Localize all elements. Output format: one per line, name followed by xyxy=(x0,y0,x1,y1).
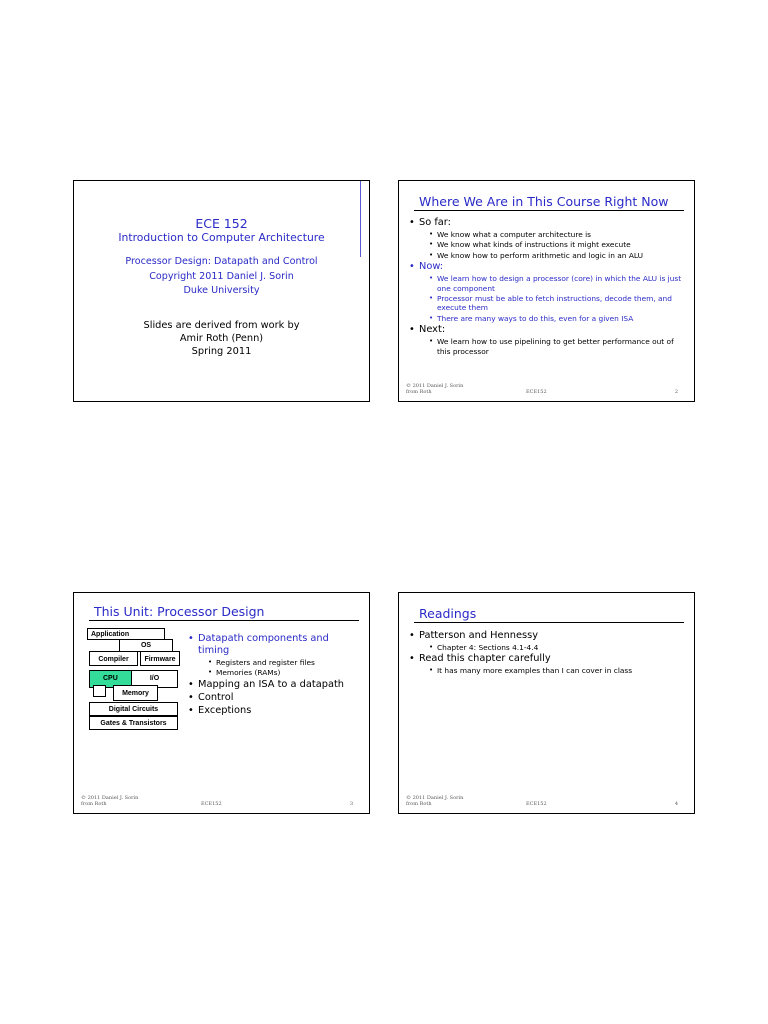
layer-digital-circuits xyxy=(89,702,178,716)
topic: Processor Design: Datapath and Control xyxy=(125,256,318,267)
bullet xyxy=(409,653,684,675)
abstraction-layers-diagram xyxy=(87,628,179,732)
bullet xyxy=(409,324,684,356)
sub-bullet: • We know what a computer architecture is xyxy=(429,230,684,239)
course-number: ECE 152 xyxy=(195,216,248,231)
bullet-text: Next: xyxy=(419,324,446,336)
layer-label: CPU xyxy=(103,675,118,682)
slide-4 xyxy=(398,592,695,814)
slide-3 xyxy=(73,592,370,814)
sub-bullet: • We learn how to design a processor (core) in which the ALU is just one component xyxy=(429,274,684,293)
slide-title: This Unit: Processor Design xyxy=(94,604,265,619)
bullet-text: Patterson and Hennessy xyxy=(419,630,539,641)
slide-2 xyxy=(398,180,695,402)
layer-label: Memory xyxy=(122,690,149,697)
page-number: 3 xyxy=(349,801,353,807)
layer-gates-transistors xyxy=(89,716,178,730)
layer-label: Compiler xyxy=(98,656,129,663)
sub-bullet: • We learn how to use pipelining to get better performance out of this processor xyxy=(429,337,684,356)
footer-copyright: © 2011 Daniel J. Sorin from Roth xyxy=(406,795,464,807)
slide-footer xyxy=(406,795,678,809)
footer-course: ECE152 xyxy=(526,389,547,395)
sub-bullet: • We know what kinds of instructions it might execute xyxy=(429,240,684,249)
course-title: Introduction to Computer Architecture xyxy=(118,231,325,244)
layer-label: Gates & Transistors xyxy=(100,720,167,727)
title-rule xyxy=(414,210,684,211)
footer-course: ECE152 xyxy=(526,801,547,807)
page-number: 4 xyxy=(674,801,678,807)
layer-label: OS xyxy=(140,642,152,649)
bullet: • Control xyxy=(188,692,361,704)
sub-bullet: • It has many more examples than I can cover in class xyxy=(429,666,684,675)
slide-1-title xyxy=(73,180,370,402)
credit-line: Spring 2011 xyxy=(191,346,252,357)
sub-bullet: • Registers and register files xyxy=(208,658,361,667)
layer-firmware xyxy=(140,651,180,666)
sub-bullet: • Processor must be able to fetch instructions, decode them, and execute them xyxy=(429,294,684,313)
footer-course: ECE152 xyxy=(201,801,222,807)
layer-label: I/O xyxy=(149,675,160,682)
bullet xyxy=(409,217,684,260)
slide-body xyxy=(409,217,684,357)
bullet xyxy=(409,261,684,323)
credit-line: Slides are derived from work by xyxy=(143,320,300,331)
bullet-text: Read this chapter carefully xyxy=(419,653,551,665)
footer-copyright: © 2011 Daniel J. Sorin from Roth xyxy=(406,383,464,395)
bullet xyxy=(409,630,684,652)
bullet: • Mapping an ISA to a datapath xyxy=(188,679,361,691)
title-rule xyxy=(89,620,359,621)
credits-block xyxy=(74,319,369,358)
slide-footer xyxy=(406,383,678,397)
copyright: Copyright 2011 Daniel J. Sorin xyxy=(149,270,294,282)
slide-body xyxy=(188,633,361,718)
layer-compiler xyxy=(89,651,138,666)
footer-copyright: © 2011 Daniel J. Sorin from Roth xyxy=(81,795,139,807)
slide-title: Where We Are in This Course Right Now xyxy=(419,194,669,209)
layer-label: Firmware xyxy=(144,656,176,663)
bullet-text: So far: xyxy=(419,217,451,228)
bullet: • Exceptions xyxy=(188,705,361,717)
sub-bullet: • There are many ways to do this, even for a given ISA xyxy=(429,314,684,323)
sub-bullet: • Chapter 4: Sections 4.1-4.4 xyxy=(429,643,684,652)
layer-label: Application xyxy=(91,631,130,638)
slide-footer xyxy=(81,795,353,809)
sub-bullet: • Memories (RAMs) xyxy=(208,668,361,677)
cpu-register-square xyxy=(93,685,106,697)
slide-body xyxy=(409,630,684,677)
bullet-text: Datapath components and timing xyxy=(198,633,329,656)
layer-label: Digital Circuits xyxy=(108,706,159,713)
university: Duke University xyxy=(183,285,260,296)
bullet-text: Now: xyxy=(419,261,444,273)
title-rule xyxy=(414,622,684,623)
sub-bullet: • We know how to perform arithmetic and logic in an ALU xyxy=(429,251,684,260)
credit-line: Amir Roth (Penn) xyxy=(179,333,264,344)
bullet xyxy=(188,633,361,678)
slide-title: Readings xyxy=(419,606,477,621)
topic-block xyxy=(74,255,369,299)
layer-memory xyxy=(113,685,158,701)
page-number: 2 xyxy=(674,389,678,395)
